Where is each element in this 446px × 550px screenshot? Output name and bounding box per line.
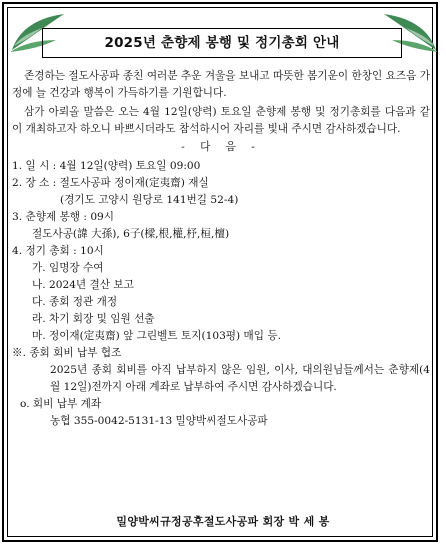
agenda-item: 나. 2024년 결산 보고 (32, 279, 134, 291)
agenda-item: 다. 종회 정관 개정 (32, 296, 118, 308)
below-heading: - 다 음 - (181, 141, 261, 153)
note-heading: ※. 종회 회비 납부 협조 (12, 347, 122, 359)
greeting-paragraph: 존경하는 절도사공파 종친 여러분 추운 겨울을 보내고 따뜻한 봄기운이 한창인 요즈음 가정에 늘 건강과 행복이 가득하기를 기원합니다. (12, 70, 430, 99)
invitation-paragraph: 삼가 아뢰올 말씀은 오는 4월 12일(양력) 토요일 춘향제 봉행 및 정기총회를 다음과 같이 개최하고자 하오니 바쁘시더라도 참석하시어 자리를 빛내 주시면 감사하겠습니다. (12, 106, 430, 135)
item-ceremony: 3. 춘향제 봉행 : 09시 (12, 211, 115, 223)
note-text: 2025년 종회 회비를 아직 납부하지 않은 임원, 이사, 대의원님들께서는 춘향제(4월 12일)전까지 아래 계좌로 납부하여 주시면 감사하겠습니다. (50, 364, 430, 393)
item-address: (경기도 고양시 원당로 141번길 52-4) (60, 194, 239, 206)
account-number: 농협 355-0042-5131-13 밀양박씨절도사공파 (50, 415, 268, 427)
signature-footer: 밀양박씨규정공후절도사공파 회장 박 세 봉 (116, 515, 330, 528)
item-ceremony-detail: 절도사공(諱 大孫), 6子(樑,根,權,杼,桓,檀) (32, 228, 230, 240)
page-title: 2025년 춘향제 봉행 및 정기총회 안내 (42, 28, 402, 58)
agenda-item: 라. 차기 회장 및 임원 선출 (32, 313, 155, 325)
notice-body (12, 68, 430, 430)
item-meeting: 4. 정기 총회 : 10시 (12, 245, 104, 257)
account-heading: o. 회비 납부 계좌 (20, 398, 102, 410)
agenda-item: 마. 정이재(定夷齋) 앞 그린벨트 토지(103평) 매입 등. (32, 330, 281, 342)
item-datetime: 1. 일 시 : 4월 12일(양력) 토요일 09:00 (12, 160, 201, 172)
agenda-item: 가. 임명장 수여 (32, 262, 104, 274)
item-place: 2. 장 소 : 절도사공파 정이재(定夷齋) 재실 (12, 177, 209, 189)
